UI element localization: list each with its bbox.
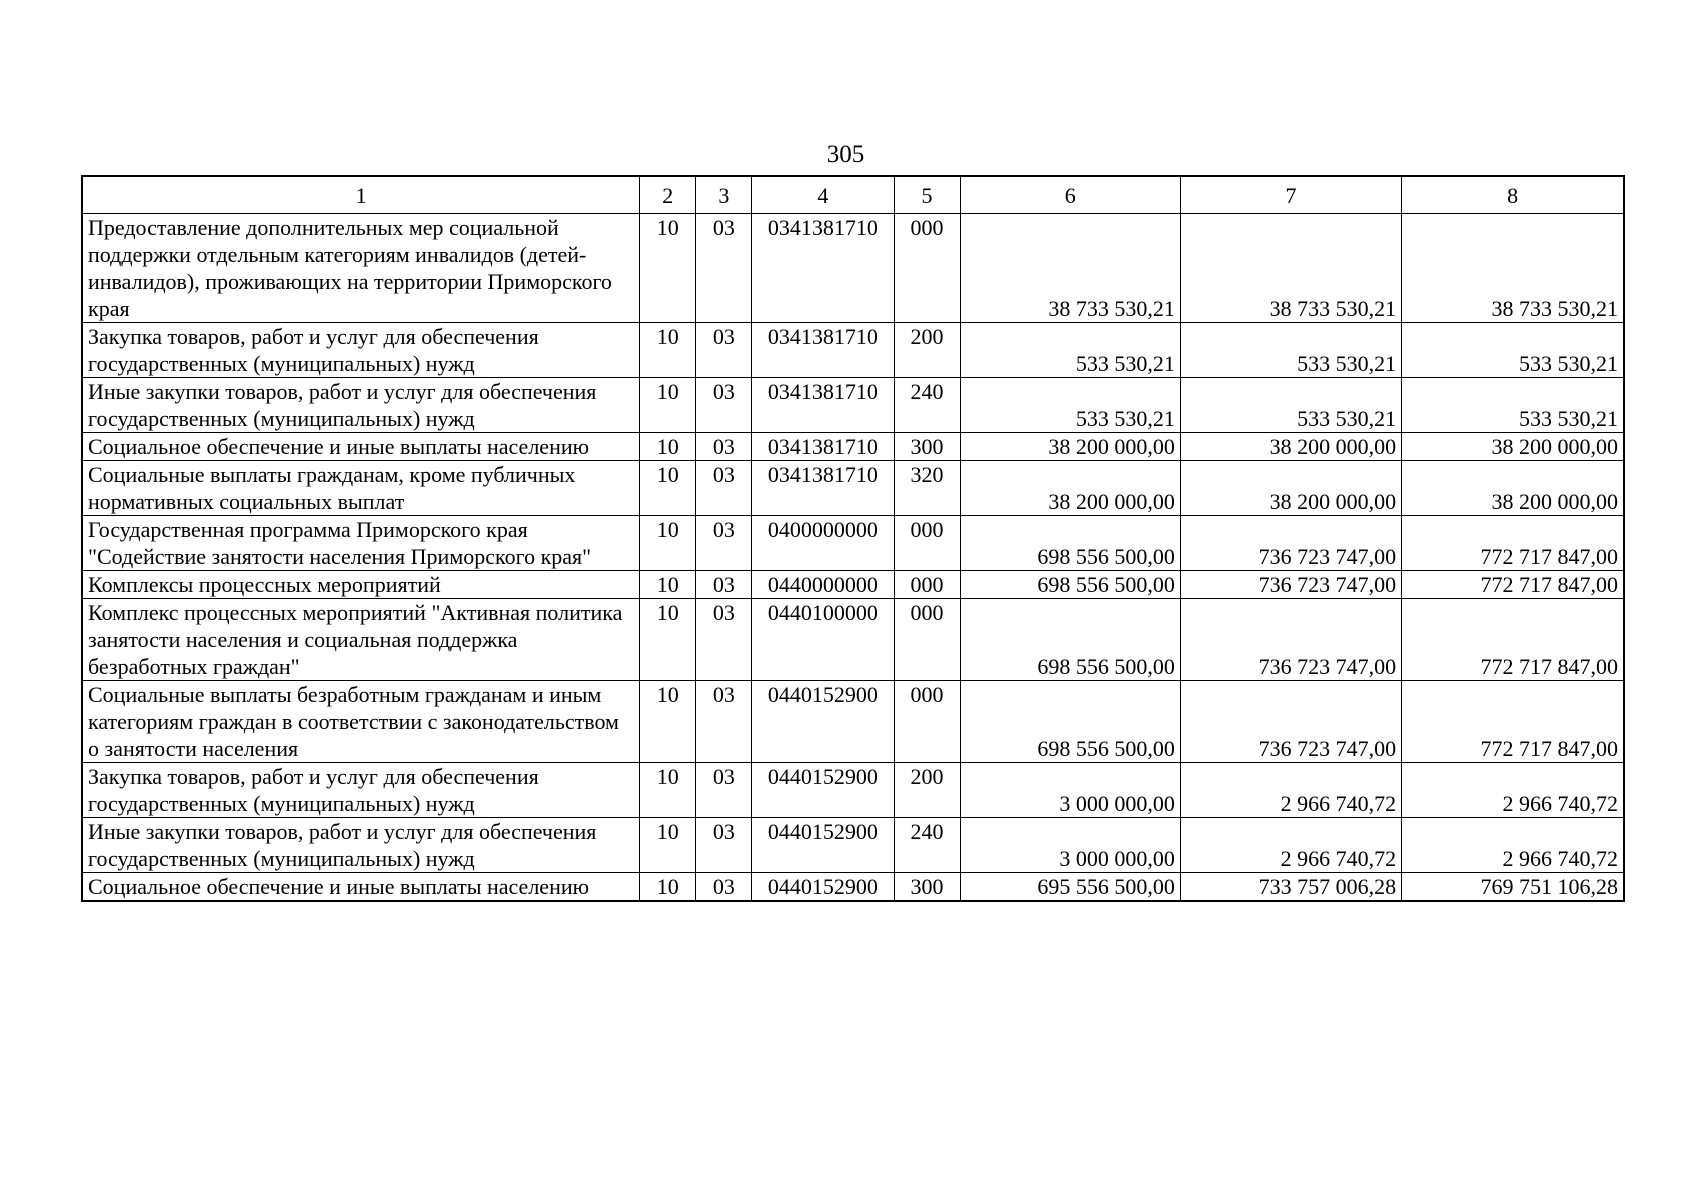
row-amount-col7: 733 757 006,28 bbox=[1180, 873, 1401, 902]
row-section: 10 bbox=[640, 378, 696, 433]
row-subsection: 03 bbox=[696, 681, 752, 763]
row-target-article: 0341381710 bbox=[752, 323, 894, 378]
table-row bbox=[82, 378, 1624, 433]
row-amount-col7: 533 530,21 bbox=[1180, 378, 1401, 433]
header-row bbox=[82, 176, 1624, 214]
row-target-article: 0440152900 bbox=[752, 763, 894, 818]
row-amount-col8: 38 733 530,21 bbox=[1402, 214, 1624, 323]
header-col-6: 6 bbox=[960, 176, 1180, 214]
header-col-3: 3 bbox=[696, 176, 752, 214]
row-amount-col6: 38 200 000,00 bbox=[960, 433, 1180, 461]
row-expense-type: 000 bbox=[894, 681, 960, 763]
row-target-article: 0440100000 bbox=[752, 599, 894, 681]
row-amount-col6: 698 556 500,00 bbox=[960, 681, 1180, 763]
row-amount-col6: 38 733 530,21 bbox=[960, 214, 1180, 323]
row-amount-col6: 533 530,21 bbox=[960, 378, 1180, 433]
row-subsection: 03 bbox=[696, 873, 752, 902]
row-target-article: 0341381710 bbox=[752, 461, 894, 516]
row-expense-type: 000 bbox=[894, 516, 960, 571]
row-name: Социальные выплаты безработным гражданам и иным категориям граждан в соответствии с законодательством о занятости населения bbox=[82, 681, 640, 763]
row-amount-col8: 772 717 847,00 bbox=[1402, 516, 1624, 571]
row-subsection: 03 bbox=[696, 378, 752, 433]
row-section: 10 bbox=[640, 214, 696, 323]
row-subsection: 03 bbox=[696, 763, 752, 818]
row-amount-col7: 533 530,21 bbox=[1180, 323, 1401, 378]
row-amount-col8: 38 200 000,00 bbox=[1402, 461, 1624, 516]
row-amount-col7: 736 723 747,00 bbox=[1180, 571, 1401, 599]
row-target-article: 0440152900 bbox=[752, 681, 894, 763]
row-subsection: 03 bbox=[696, 818, 752, 873]
row-amount-col8: 769 751 106,28 bbox=[1402, 873, 1624, 902]
row-target-article: 0440152900 bbox=[752, 873, 894, 902]
table-row bbox=[82, 599, 1624, 681]
row-section: 10 bbox=[640, 433, 696, 461]
row-expense-type: 320 bbox=[894, 461, 960, 516]
row-amount-col8: 533 530,21 bbox=[1402, 378, 1624, 433]
row-section: 10 bbox=[640, 818, 696, 873]
row-target-article: 0440152900 bbox=[752, 818, 894, 873]
row-amount-col6: 698 556 500,00 bbox=[960, 571, 1180, 599]
row-section: 10 bbox=[640, 461, 696, 516]
row-amount-col8: 533 530,21 bbox=[1402, 323, 1624, 378]
row-expense-type: 240 bbox=[894, 818, 960, 873]
row-section: 10 bbox=[640, 681, 696, 763]
header-col-8: 8 bbox=[1402, 176, 1624, 214]
row-subsection: 03 bbox=[696, 599, 752, 681]
row-expense-type: 240 bbox=[894, 378, 960, 433]
row-section: 10 bbox=[640, 571, 696, 599]
row-amount-col6: 533 530,21 bbox=[960, 323, 1180, 378]
row-expense-type: 000 bbox=[894, 214, 960, 323]
row-expense-type: 200 bbox=[894, 323, 960, 378]
row-section: 10 bbox=[640, 599, 696, 681]
row-amount-col6: 3 000 000,00 bbox=[960, 763, 1180, 818]
row-expense-type: 200 bbox=[894, 763, 960, 818]
table-row bbox=[82, 433, 1624, 461]
row-name: Социальное обеспечение и иные выплаты населению bbox=[82, 433, 640, 461]
table-row bbox=[82, 763, 1624, 818]
row-section: 10 bbox=[640, 763, 696, 818]
table-row bbox=[82, 516, 1624, 571]
row-target-article: 0400000000 bbox=[752, 516, 894, 571]
table-row bbox=[82, 873, 1624, 902]
row-amount-col8: 2 966 740,72 bbox=[1402, 763, 1624, 818]
row-target-article: 0341381710 bbox=[752, 433, 894, 461]
row-target-article: 0341381710 bbox=[752, 378, 894, 433]
row-subsection: 03 bbox=[696, 516, 752, 571]
row-name: Закупка товаров, работ и услуг для обеспечения государственных (муниципальных) нужд bbox=[82, 763, 640, 818]
table-row bbox=[82, 571, 1624, 599]
row-amount-col6: 3 000 000,00 bbox=[960, 818, 1180, 873]
row-expense-type: 000 bbox=[894, 599, 960, 681]
row-section: 10 bbox=[640, 516, 696, 571]
row-expense-type: 000 bbox=[894, 571, 960, 599]
row-amount-col6: 698 556 500,00 bbox=[960, 599, 1180, 681]
header-col-7: 7 bbox=[1180, 176, 1401, 214]
row-name: Государственная программа Приморского края "Содействие занятости населения Приморского края" bbox=[82, 516, 640, 571]
table-row bbox=[82, 461, 1624, 516]
row-amount-col8: 772 717 847,00 bbox=[1402, 571, 1624, 599]
table-row bbox=[82, 681, 1624, 763]
row-name: Иные закупки товаров, работ и услуг для обеспечения государственных (муниципальных) нужд bbox=[82, 378, 640, 433]
row-amount-col6: 38 200 000,00 bbox=[960, 461, 1180, 516]
row-subsection: 03 bbox=[696, 214, 752, 323]
header-col-4: 4 bbox=[752, 176, 894, 214]
row-target-article: 0440000000 bbox=[752, 571, 894, 599]
row-subsection: 03 bbox=[696, 571, 752, 599]
row-amount-col7: 2 966 740,72 bbox=[1180, 763, 1401, 818]
row-subsection: 03 bbox=[696, 433, 752, 461]
row-section: 10 bbox=[640, 873, 696, 902]
row-name: Закупка товаров, работ и услуг для обеспечения государственных (муниципальных) нужд bbox=[82, 323, 640, 378]
row-amount-col7: 736 723 747,00 bbox=[1180, 681, 1401, 763]
header-col-2: 2 bbox=[640, 176, 696, 214]
row-subsection: 03 bbox=[696, 323, 752, 378]
table-row bbox=[82, 323, 1624, 378]
row-name: Предоставление дополнительных мер социальной поддержки отдельным категориям инвалидов (детей-инвалидов), проживающих на территории Приморского края bbox=[82, 214, 640, 323]
row-amount-col7: 736 723 747,00 bbox=[1180, 516, 1401, 571]
row-name: Социальное обеспечение и иные выплаты населению bbox=[82, 873, 640, 902]
row-target-article: 0341381710 bbox=[752, 214, 894, 323]
row-amount-col7: 38 200 000,00 bbox=[1180, 433, 1401, 461]
row-subsection: 03 bbox=[696, 461, 752, 516]
row-amount-col8: 2 966 740,72 bbox=[1402, 818, 1624, 873]
row-amount-col6: 698 556 500,00 bbox=[960, 516, 1180, 571]
row-amount-col6: 695 556 500,00 bbox=[960, 873, 1180, 902]
row-amount-col7: 736 723 747,00 bbox=[1180, 599, 1401, 681]
row-amount-col7: 38 200 000,00 bbox=[1180, 461, 1401, 516]
header-col-1: 1 bbox=[82, 176, 640, 214]
table-row bbox=[82, 818, 1624, 873]
row-amount-col7: 38 733 530,21 bbox=[1180, 214, 1401, 323]
row-name: Иные закупки товаров, работ и услуг для обеспечения государственных (муниципальных) нужд bbox=[82, 818, 640, 873]
row-expense-type: 300 bbox=[894, 873, 960, 902]
page-number: 305 bbox=[826, 141, 865, 168]
row-expense-type: 300 bbox=[894, 433, 960, 461]
table-row bbox=[82, 214, 1624, 323]
row-name: Социальные выплаты гражданам, кроме публичных нормативных социальных выплат bbox=[82, 461, 640, 516]
row-name: Комплексы процессных мероприятий bbox=[82, 571, 640, 599]
row-amount-col8: 772 717 847,00 bbox=[1402, 681, 1624, 763]
row-section: 10 bbox=[640, 323, 696, 378]
row-amount-col8: 772 717 847,00 bbox=[1402, 599, 1624, 681]
row-name: Комплекс процессных мероприятий "Активная политика занятости населения и социальная поддержка безработных граждан" bbox=[82, 599, 640, 681]
budget-table bbox=[81, 175, 1625, 902]
row-amount-col8: 38 200 000,00 bbox=[1402, 433, 1624, 461]
header-col-5: 5 bbox=[894, 176, 960, 214]
row-amount-col7: 2 966 740,72 bbox=[1180, 818, 1401, 873]
